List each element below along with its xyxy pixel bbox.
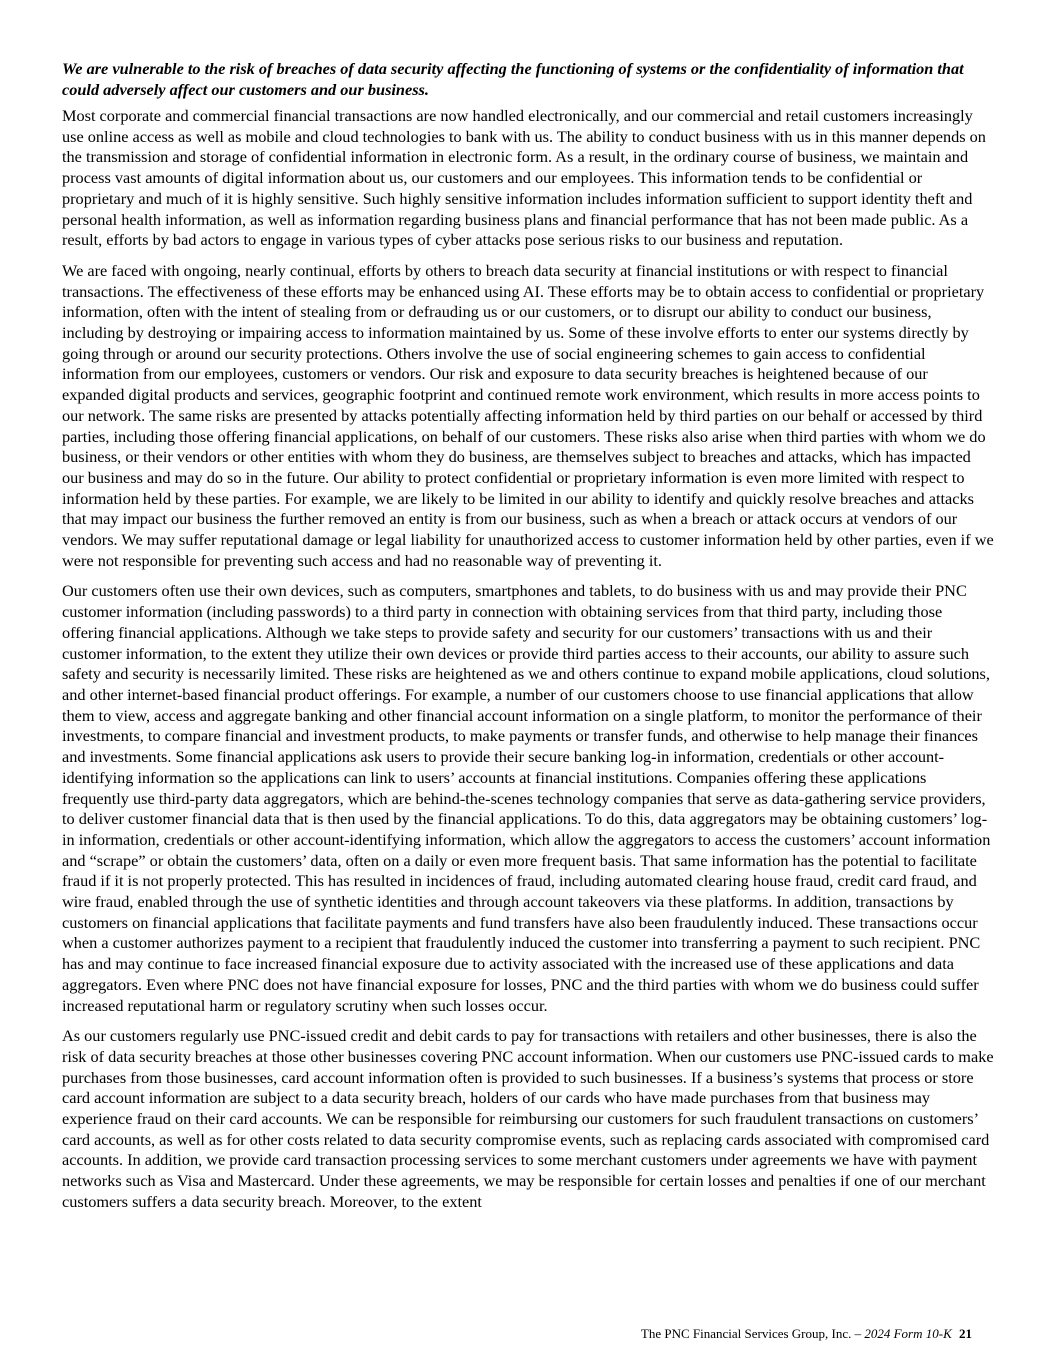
footer-form: 2024 Form 10-K [864, 1326, 952, 1341]
section-heading: We are vulnerable to the risk of breaches of data security affecting the functioning of systems or the confidentiality of information that could adversely affect our customers and our business. [62, 59, 964, 99]
page-number: 21 [959, 1326, 972, 1341]
paragraph-1: Most corporate and commercial financial transactions are now handled electronically, and our commercial and retail customers increasingly use online access as well as mobile and cloud technologies to bank with us. The ability to conduct business with us in this manner depends on the transmission and storage of confidential information in electronic form. As a result, in the ordinary course of business, we maintain and process vast amounts of digital information about us, our customers and our employees. This information tends to be confidential or proprietary and much of it is highly sensitive. Such highly sensitive information includes information sufficient to support identity theft and personal health information, as well as information regarding business plans and financial performance that has not been made public. As a result, efforts by bad actors to engage in various types of cyber attacks pose serious risks to our business and reputation. [62, 106, 986, 250]
document-body [62, 58, 994, 1223]
page-footer [641, 1326, 972, 1342]
paragraph-4: As our customers regularly use PNC-issued credit and debit cards to pay for transactions with retailers and other businesses, there is also the risk of data security breaches at those other businesses covering PNC account information. When our customers use PNC-issued cards to make purchases from those businesses, card account information often is provided to such businesses. If a business’s systems that process or store card account information are subject to a data security breach, holders of our cards who have made purchases from that business may experience fraud on their card accounts. We can be responsible for reimbursing our customers for such fraudulent transactions on customers’ card accounts, as well as for other costs related to data security compromise events, such as replacing cards associated with compromised card accounts. In addition, we provide card transaction processing services to some merchant customers under agreements we have with payment networks such as Visa and Mastercard. Under these agreements, we may be responsible for certain losses and penalties if one of our merchant customers suffers a data security breach. Moreover, to the extent [62, 1026, 994, 1211]
paragraph-3: Our customers often use their own devices, such as computers, smartphones and tablets, to do business with us and may provide their PNC customer information (including passwords) to a third party in connection with obtaining services from that third party, including those offering financial applications. Although we take steps to provide safety and security for our customers’ transactions with us and their customer information, to the extent they utilize their own devices or provide third parties access to their accounts, our ability to assure such safety and security is necessarily limited. These risks are heightened as we and others continue to expand mobile applications, cloud solutions, and other internet-based financial product offerings. For example, a number of our customers choose to use financial applications that allow them to view, access and aggregate banking and other financial account information on a single platform, to monitor the performance of their investments, to compare financial and investment products, to make payments or transfer funds, and otherwise to help manage their finances and investments. Some financial applications ask users to provide their secure banking log-in information, credentials or other account-identifying information so the applications can link to users’ accounts at financial institutions. Companies offering these applications frequently use third-party data aggregators, which are behind-the-scenes technology companies that serve as data-gathering service providers, to deliver customer financial data that is then used by the financial applications. To do this, data aggregators may be obtaining customers’ log-in information, credentials or other account-identifying information, which allow the aggregators to access the customers’ account information and “scrape” or obtain the customers’ data, often on a daily or even more frequent basis. That same information has the potential to facilitate fraud if it is not properly protected. This has resulted in incidences of fraud, including automated clearing house fraud, credit card fraud, and wire fraud, enabled through the use of synthetic identities and through account takeovers via these platforms. In addition, transactions by customers on financial applications that facilitate payments and fund transfers have also been fraudulently induced. These transactions occur when a customer authorizes payment to a recipient that fraudulently induced the customer into transferring a payment to such recipient. PNC has and may continue to face increased financial exposure due to activity associated with the increased use of these applications and data aggregators. Even where PNC does not have financial exposure for losses, PNC and the third parties with whom we do business could suffer increased reputational harm or regulatory scrutiny when such losses occur. [62, 581, 991, 1015]
paragraph-2: We are faced with ongoing, nearly continual, efforts by others to breach data security at financial institutions or with respect to financial transactions. The effectiveness of these efforts may be enhanced using AI. These efforts may be to obtain access to confidential or proprietary information, often with the intent of stealing from or defrauding us or our customers, or to disrupt our ability to conduct our business, including by destroying or impairing access to information maintained by us. Some of these involve efforts to enter our systems directly by going through or around our security protections. Others involve the use of social engineering schemes to gain access to confidential information from our employees, customers or vendors. Our risk and exposure to data security breaches is heightened because of our expanded digital products and services, geographic footprint and continued remote work environment, which results in more access points to our network. The same risks are presented by attacks potentially affecting information held by third parties on our behalf or accessed by third parties, including those offering financial applications, on behalf of our customers. These risks also arise when third parties with whom we do business, or their vendors or other entities with whom they do business, are themselves subject to breaches and attacks, which has impacted our business and may do so in the future. Our ability to protect confidential or proprietary information is even more limited with respect to information held by these parties. For example, we are likely to be limited in our ability to identify and quickly resolve breaches and attacks that may impact our business the further removed an entity is from our business, such as when a breach or attack occurs at vendors of our vendors. We may suffer reputational damage or legal liability for unauthorized access to customer information held by other parties, even if we were not responsible for preventing such access and had no reasonable way of preventing it. [62, 260, 994, 570]
footer-company: The PNC Financial Services Group, Inc. – [640, 1326, 862, 1341]
